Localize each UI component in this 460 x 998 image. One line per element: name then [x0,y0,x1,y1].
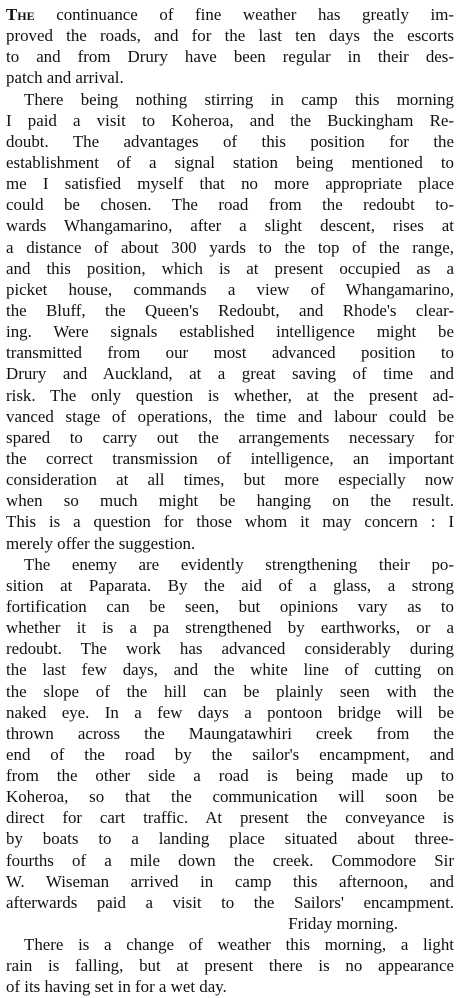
text-line: proved the roads, and for the last ten days the escorts [6,26,454,46]
text-line: ing. Were signals established intelligence might be [6,322,454,342]
text-line: fortification can be seen, but opinions vary as to [6,596,454,616]
text-line: the last few days, and the white line of cutting on [6,660,454,680]
text-line: W. Wiseman arrived in camp this afternoon, and [6,871,454,891]
text-line: wards Whangamarino, after a slight descent, rises at [6,216,454,236]
text-line: consideration at all times, but more especially now [6,470,454,490]
text-line: establishment of a signal station being mentioned to [6,152,454,172]
text-line: end of the road by the sailor's encampment, and [6,744,454,764]
text-line: whether it is a pa strengthened by earthworks, or a [6,618,454,638]
text-line: Koheroa, so that the communication will soon be [6,787,454,807]
text-line: to and from Drury have been regular in their des- [6,47,454,67]
text-line: afterwards paid a visit to the Sailors' encampment. [6,892,454,912]
text-line: of its having set in for a wet day. [6,977,227,997]
text-line: sition at Paparata. By the aid of a glass, a strong [6,575,454,595]
text-line: Drury and Auckland, at a great saving of time and [6,364,454,384]
text-line: There is a change of weather this morning, a light [24,935,454,955]
text-line: The continuance of fine weather has greatly im- [6,5,454,24]
text-line: the Bluff, the Queen's Redoubt, and Rhode's clear- [6,300,454,320]
text-line: the slope of the hill can be plainly seen with the [6,681,454,701]
text-line: picket house, commands a view of Whangamarino, [6,279,454,299]
text-line: naked eye. In a few days a pontoon bridge will be [6,702,454,722]
text-line: the correct transmission of intelligence, an important [6,448,454,468]
text-line: spared to carry out the arrangements necessary for [6,427,454,447]
text-line: when so much might be hanging on the result. [6,491,454,511]
paragraph-paparata [6,554,454,913]
text-line: doubt. The advantages of this position for the [6,131,454,151]
text-line: thrown across the Maungatawhiri creek from the [6,723,454,743]
text-line: redoubt. The work has advanced considerably during [6,639,454,659]
text-line: and this position, which is at present occupied as a [6,258,454,278]
text-line: This is a question for those whom it may concern : I [6,512,454,532]
text-line: could be chosen. The road from the redoubt to- [6,195,454,215]
text-line: The enemy are evidently strengthening their po- [24,554,454,574]
text-line: me I satisfied myself that no more appropriate place [6,174,454,194]
paragraph-weather [6,4,454,89]
text-line: patch and arrival. [6,68,124,88]
text-line: There being nothing stirring in camp this morning [24,89,454,109]
text-line: a distance of about 300 yards to the top of the range, [6,237,454,257]
text-line: I paid a visit to Koheroa, and the Buckingham Re- [6,110,454,130]
lead-word: The [6,5,35,24]
dateline [6,913,454,934]
text-line: fourths of a mile down the creek. Commodore Sir [6,850,454,870]
dateline-text: Friday morning. [288,914,398,934]
text-line: merely offer the suggestion. [6,533,196,553]
text-line: transmitted from our most advanced position to [6,343,454,363]
paragraph-weather-change [6,934,454,997]
text-line: by boats to a landing place situated about three- [6,829,454,849]
text-line: from the other side a road is being made up to [6,766,454,786]
text-line: vanced stage of operations, the time and labour could be [6,406,454,426]
text-line: direct for cart traffic. At present the conveyance is [6,808,454,828]
text-line: rain is falling, but at present there is no appearance [6,956,454,976]
text-line: risk. The only question is whether, at the present ad- [6,385,454,405]
paragraph-koheroa-visit [6,89,454,554]
